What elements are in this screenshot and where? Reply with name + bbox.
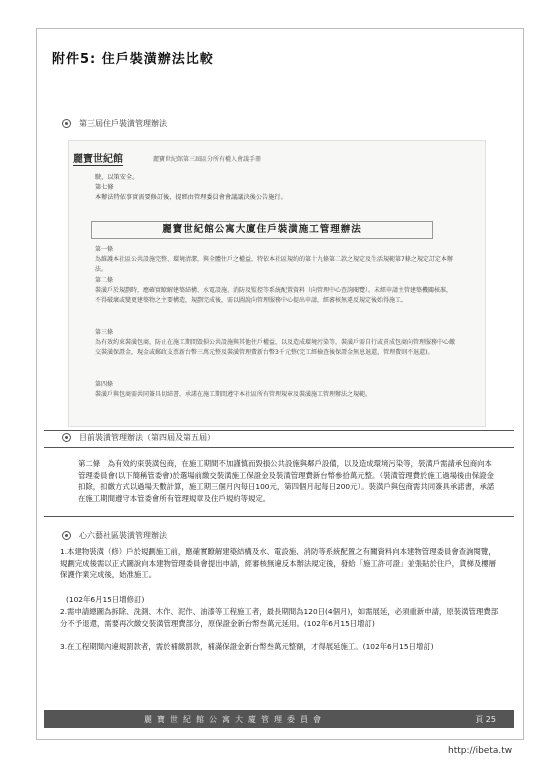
scan-line: 駛，以策安全。 [95,174,139,181]
section3-heading [62,530,167,541]
article-text: 裝潢戶與包商需共同簽具切結書，承諾在施工期間遵守本社區所有管理規章及裝潢施工管理辦法之規範。 [95,391,372,398]
article-text: 為維護本社區公共設施完整、環境清潔，與全體住戶之權益，特依本社區規約的第十九條第二款之規定及生活規範第7條之規定訂定本辦法。 [95,256,453,274]
section3-item: (102年6月15日增修訂) [66,595,145,604]
scan-header-bar [69,151,485,165]
article-heading: 第一條 [95,246,114,253]
section3-item: 3.在工程期間內違規罰款者，需於補繳罰款，補滿保證金新台幣叁萬元整額，才得展延施工。(102年6月15日增訂) [60,642,434,651]
article-text: 裝潢戶於規劃時，應確實瞭解建築結構、水電設施、消防及監控等系統配置資料（向管理中心查詢閱覽）。未經申請主管建築機關核准，不得破壞或變更建築物之主要構造，規劃完成後，需以圖說向管理服務中心提出申請，經審核無違反規定後始得施工。 [95,287,453,305]
footer-bar [44,710,514,728]
section-bullet-icon [62,119,71,128]
article-heading: 第二條 [95,277,114,284]
article-heading: 第四條 [95,381,114,388]
scanned-document [68,140,486,427]
section2-heading [62,432,215,443]
article-text: 為有效約束裝潢包商，防止在施工期間毀損公共設施與其他住戶權益，以及造成環境污染等，裝潢戶需自行或責成包商向管理服務中心繳交裝潢保證金，現金或郵政支票新台幣三萬元整及裝潢管理費新台幣3千元整(完工經檢查後保證金無息退還，管理費則不退還)。 [95,339,456,357]
section3-item: 1.本建物裝潢（修）戶於規劃施工前，應確實瞭解建築結構及水、電設施、消防等系統配置之有關資料向本建物管理委員會查詢閱覽，規劃完成後需以正式圖說向本建物管理委員會提出申請，經審核無違反本辦法規定後，發給「施工許可證」並張貼於住戶，貨梯及樓層保護作業完成後，始准施工。 [60,547,497,580]
section-divider [44,516,514,517]
scan-header-text: 麗寶世紀館第三屆區分所有權人會議手冊 [153,155,262,163]
logo: 麗寶世紀館 [73,150,123,166]
scan-line: 本辦法特依事實需要修訂後，提經由管理委員會會議議決後公告施行。 [95,194,287,201]
section2-heading-text: 目前裝潢管理辦法（第四屆及第五屆） [79,433,215,442]
section-bullet-icon [62,433,71,442]
section2-body: 第二條 為有效約束裝潢包商，在施工期間不加謹慎而毀損公共設施與鄰戶設備，以及造成環境污染等，裝潢戶需請承包商向本管理委員會(以下簡稱管委會)於選場前繳交裝潢施工保證金及裝潢管理費新台幣參拾萬元整。（裝潢管理費於施工過場後由保證金扣除，扣繳方式以過場天數計算，施工期三個月內每日100元，第四個月起每日200元）。裝潢戶與包商需共同簽具承諾書，承諾在施工期間遵守本管委會所有管理規章及住戶規約等規定。 [78,459,495,503]
section3-item: 2.需申請總圖為拆除、洗測、木作、泥作、油漆等工程施工者，最長期間為120日(4個月)，如需展延，必須重新申請，原裝潢管理費部分不予退還，需要再次繳交裝潢管理費部分，原保證金新台幣叁萬元延用。(102年6月15日增訂) [60,607,499,628]
page-title: 附件5: 住戶裝潢辦法比較 [52,52,214,67]
section1-heading-text: 第三屆住戶裝潢管理辦法 [79,119,167,128]
watermark-url: http://ibeta.tw [448,746,513,756]
scan-line: 第七條 [95,184,114,191]
section-divider [44,430,514,431]
footer-title: 麗寶世紀館公寓大廈管理委員會 [144,714,326,724]
section3-heading-text: 心六藝社區裝潢管理辦法 [79,531,167,540]
regulation-title: 麗寶世紀館公寓大廈住戶裝潢施工管理辦法 [91,221,433,239]
section-divider [44,447,514,448]
section-bullet-icon [62,531,71,540]
section1-heading [62,118,167,129]
page-number: 頁 25 [475,714,496,724]
article-heading: 第三條 [95,329,114,336]
